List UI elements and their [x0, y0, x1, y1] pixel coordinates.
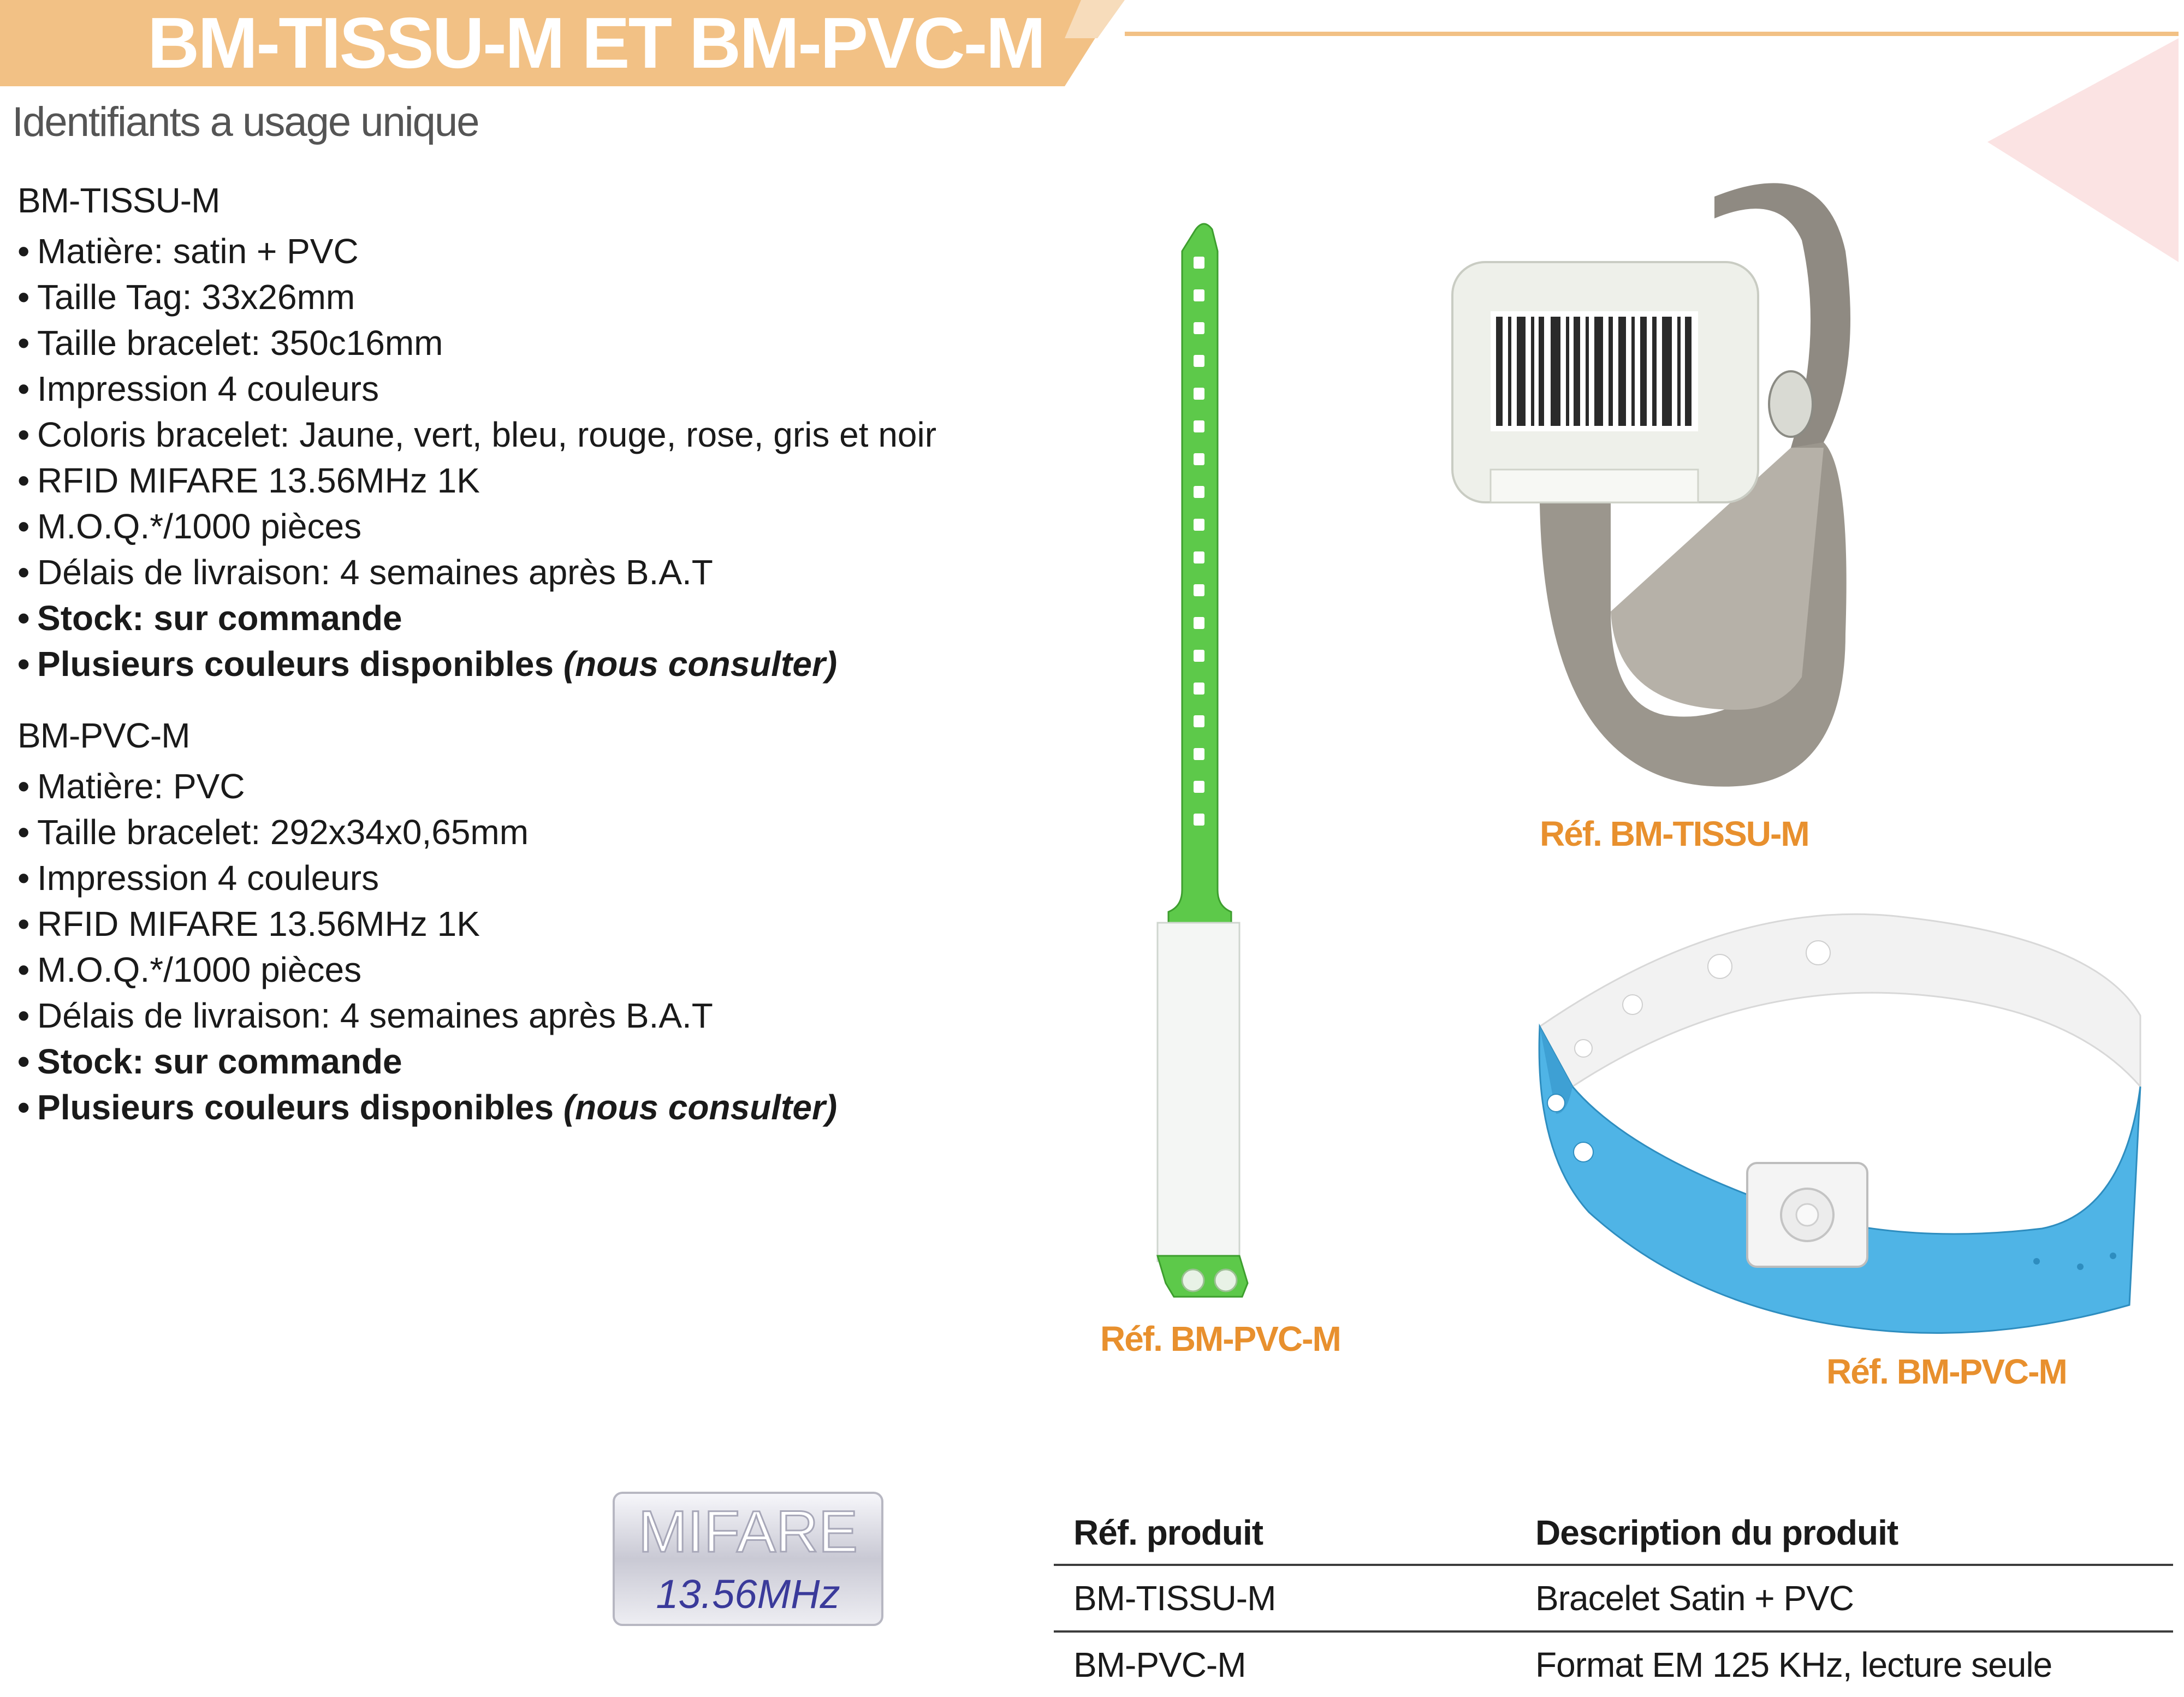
column-header-description: Description du produit [1535, 1513, 1898, 1552]
list-item-colors: • Plusieurs couleurs disponibles (nous consulter) [17, 1088, 838, 1127]
caption-pvc-green: Réf. BM-PVC-M [1100, 1319, 1340, 1358]
list-item: • RFID MIFARE 13.56MHz 1K [17, 461, 480, 500]
decorative-arrow-shape [1977, 33, 2184, 268]
spec-list-tissu [17, 228, 936, 687]
blue-pvc-bracelet-image [1523, 906, 2157, 1354]
spec-list-pvc [17, 763, 837, 1130]
list-item: • Impression 4 couleurs [17, 369, 379, 408]
list-item: • Matière: satin + PVC [17, 232, 359, 271]
table-cell: Bracelet Satin + PVC [1535, 1579, 1854, 1618]
list-item-colors: • Plusieurs couleurs disponibles (nous consulter) [17, 644, 838, 684]
table-cell: Format EM 125 KHz, lecture seule [1535, 1645, 2052, 1684]
page-title: BM-TISSU-M ET BM-PVC-M [147, 3, 1044, 83]
table-row [1054, 1565, 2173, 1631]
list-item: • Taille bracelet: 292x34x0,65mm [17, 812, 529, 852]
list-item: • Délais de livraison: 4 semaines après B.A.T [17, 553, 713, 592]
list-item-stock: • Stock: sur commande [17, 1042, 402, 1081]
list-item: • Coloris bracelet: Jaune, vert, bleu, rouge, rose, gris et noir [17, 415, 937, 454]
list-item: • Taille bracelet: 350c16mm [17, 323, 443, 363]
list-item: • Matière: PVC [17, 767, 245, 806]
list-item: • Taille Tag: 33x26mm [17, 277, 355, 317]
green-pvc-bracelet-image [1136, 218, 1272, 1300]
svg-text:13.56MHz: 13.56MHz [656, 1571, 840, 1617]
svg-text:MIFARE: MIFARE [638, 1498, 858, 1564]
table-header-row [1054, 1502, 2173, 1565]
table-cell: BM-TISSU-M [1073, 1579, 1276, 1618]
table-cell: BM-PVC-M [1073, 1645, 1246, 1684]
list-item-stock: • Stock: sur commande [17, 598, 402, 638]
list-item: • RFID MIFARE 13.56MHz 1K [17, 904, 480, 944]
page-subtitle: Identifiants a usage unique [12, 99, 479, 145]
caption-tissu: Réf. BM-TISSU-M [1540, 814, 1809, 853]
list-item: • M.O.Q.*/1000 pièces [17, 507, 362, 546]
mifare-logo [612, 1491, 885, 1627]
section-title-pvc: BM-PVC-M [17, 716, 190, 755]
column-header-ref: Réf. produit [1073, 1513, 1263, 1552]
list-item: • Délais de livraison: 4 semaines après B.A.T [17, 996, 713, 1035]
product-table [1054, 1502, 2173, 1697]
section-title-tissu: BM-TISSU-M [17, 181, 220, 220]
list-item: • M.O.Q.*/1000 pièces [17, 950, 362, 989]
satin-bracelet-image [1431, 142, 1878, 814]
list-item: • Impression 4 couleurs [17, 858, 379, 898]
table-row [1054, 1631, 2173, 1697]
caption-pvc-blue: Réf. BM-PVC-M [1826, 1352, 2067, 1391]
